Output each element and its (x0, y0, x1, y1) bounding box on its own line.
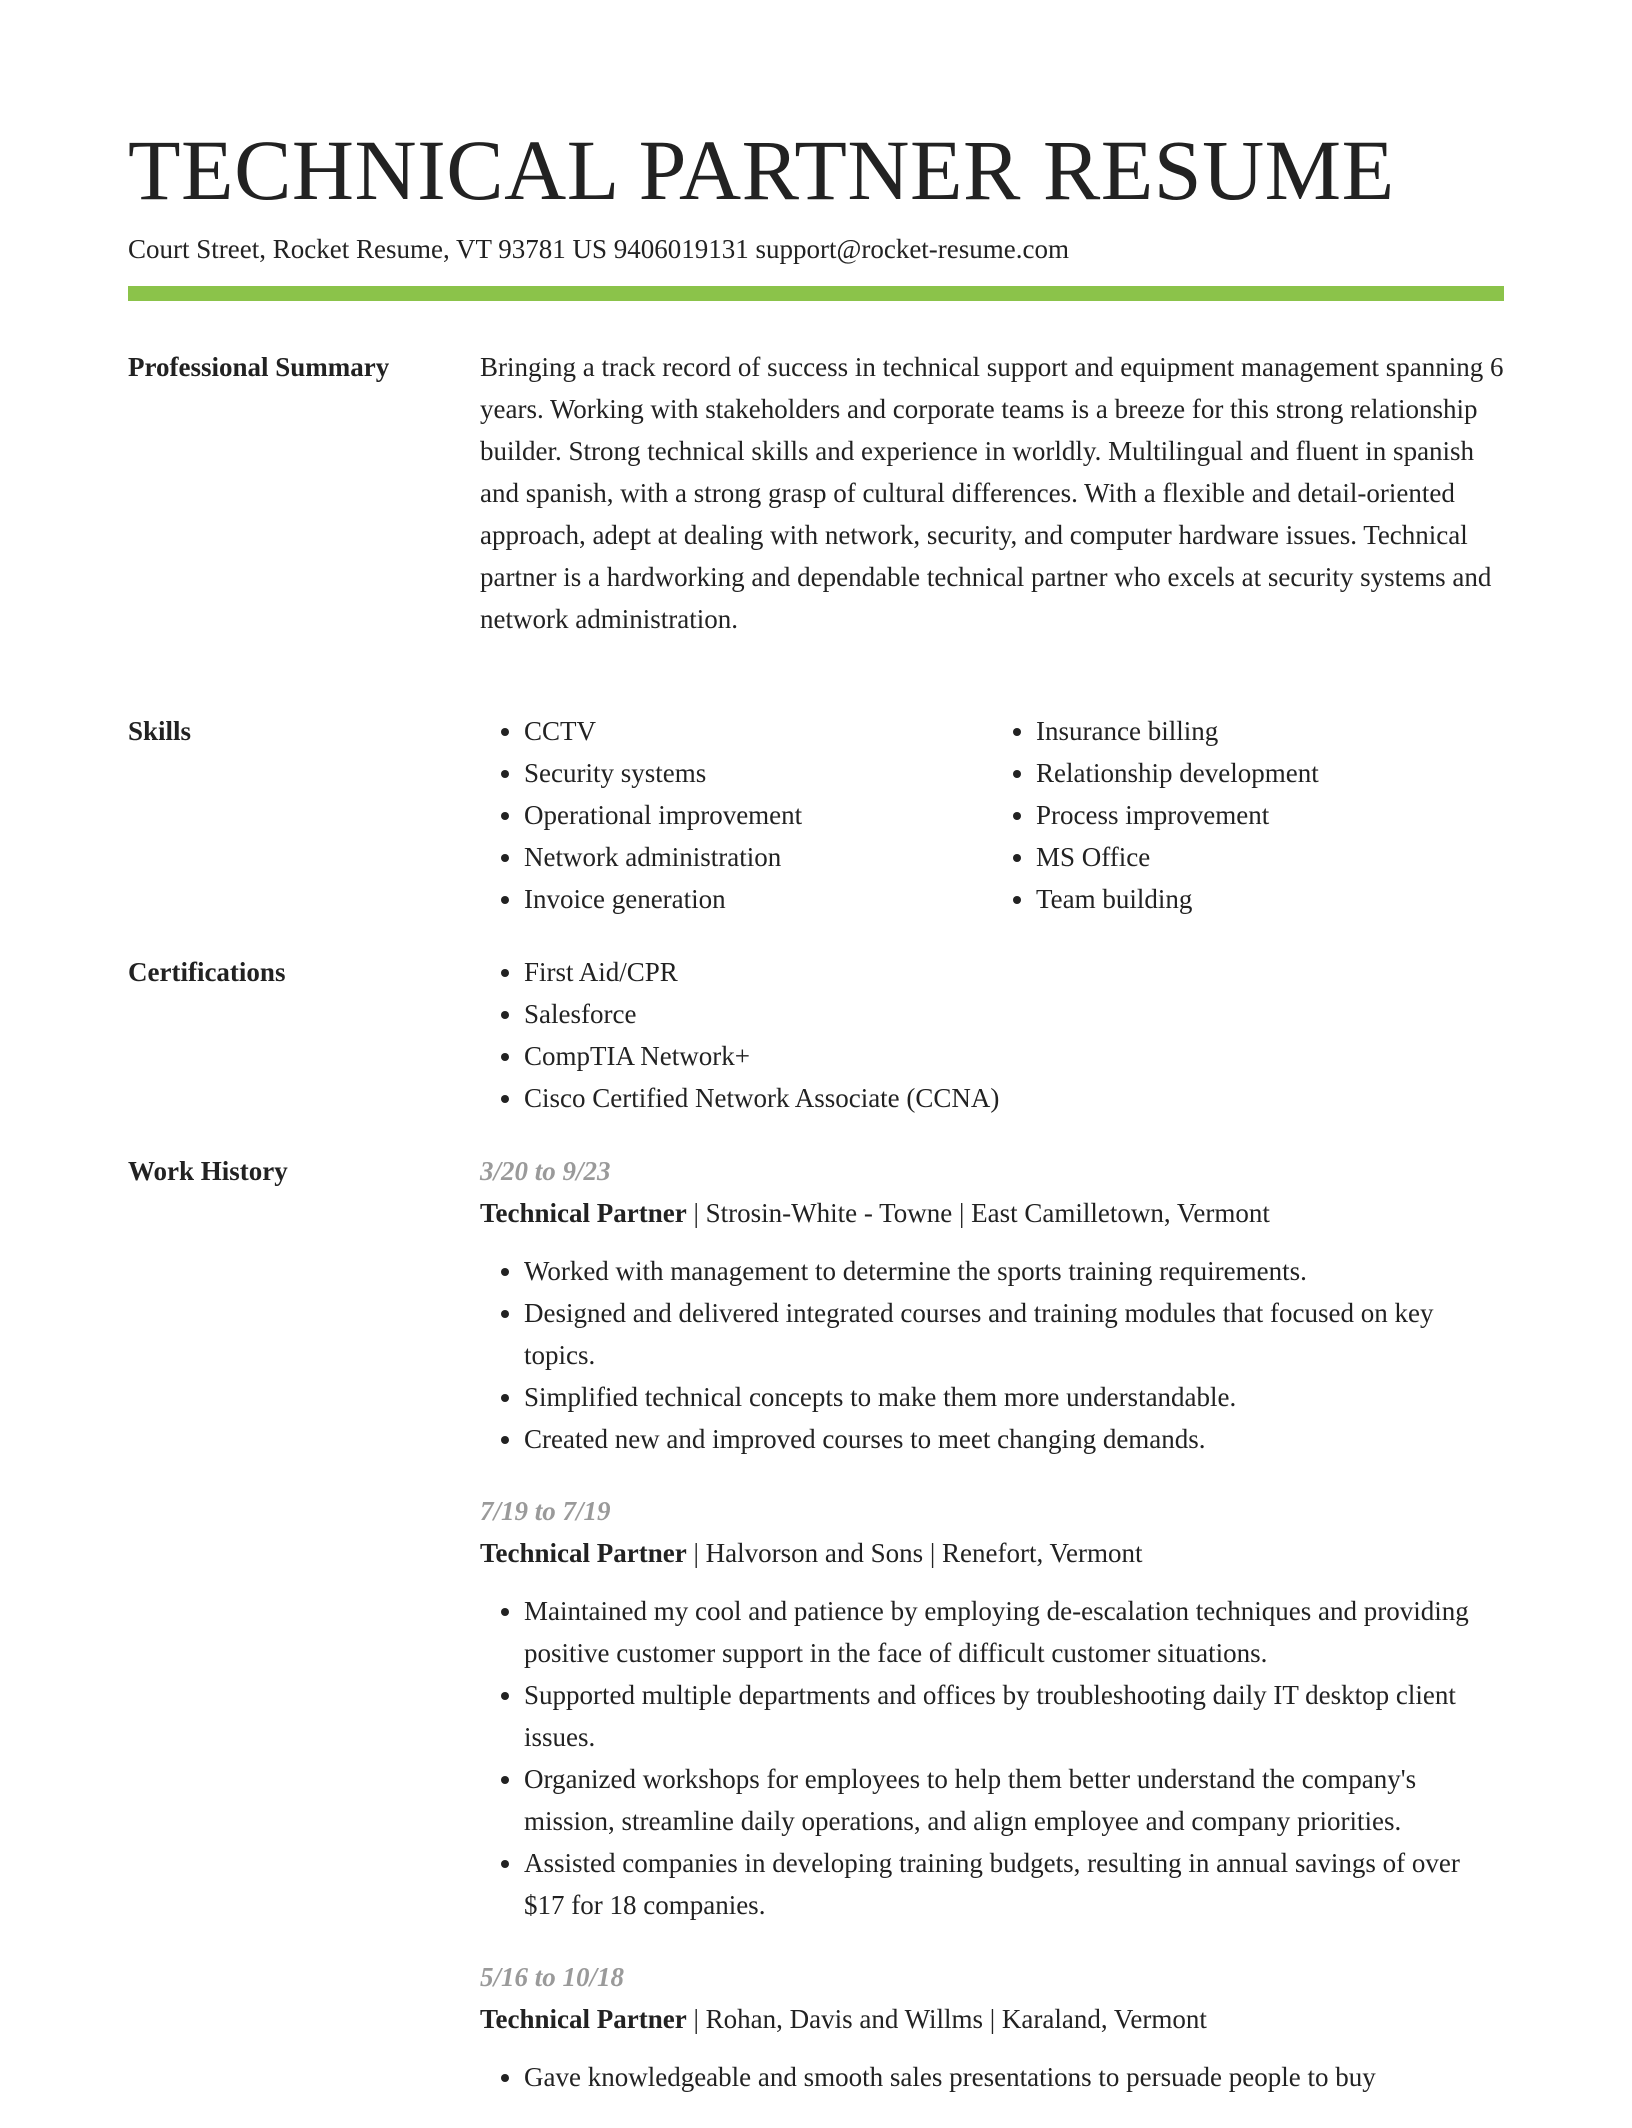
list-item: • Created new and improved courses to meet changing demands. (524, 1418, 1504, 1460)
job-bullets (480, 1590, 1504, 1926)
summary-label: Professional Summary (128, 352, 390, 382)
certifications-label: Certifications (128, 957, 286, 987)
list-item: • Invoice generation (524, 878, 992, 920)
job-dates: 5/16 to 10/18 (480, 1962, 625, 1992)
list-item: • Relationship development (1036, 752, 1504, 794)
job-entry (480, 1490, 1504, 1926)
list-item: • Supported multiple departments and offices by troubleshooting daily IT desktop client issues. (524, 1674, 1504, 1758)
list-item: • Designed and delivered integrated courses and training modules that focused on key topics. (524, 1292, 1504, 1376)
list-item: • Network administration (524, 836, 992, 878)
skills-list-right (992, 710, 1504, 920)
job-heading (480, 1532, 1504, 1574)
job-dates: 7/19 to 7/19 (480, 1496, 611, 1526)
list-item: • Maintained my cool and patience by employing de-escalation techniques and providing positive customer support in the face of difficult customer situations. (524, 1590, 1504, 1674)
list-item: • Gave knowledgeable and smooth sales presentations to persuade people to buy (524, 2056, 1504, 2098)
list-item: • CompTIA Network+ (524, 1035, 1504, 1077)
job-bullets (480, 2056, 1504, 2098)
job-entry (480, 1956, 1504, 2098)
job-employer: | Rohan, Davis and Willms | Karaland, Vermont (686, 2004, 1207, 2034)
job-heading (480, 1998, 1504, 2040)
work-history-body (480, 1150, 1504, 2128)
list-item: • Operational improvement (524, 794, 992, 836)
summary-body (480, 346, 1504, 640)
list-item: • First Aid/CPR (524, 951, 1504, 993)
list-item: • Worked with management to determine the sports training requirements. (524, 1250, 1504, 1292)
job-entry (480, 1150, 1504, 1460)
list-item: • Cisco Certified Network Associate (CCNA) (524, 1077, 1504, 1119)
job-title: Technical Partner (480, 2004, 687, 2034)
list-item: • Assisted companies in developing training budgets, resulting in annual savings of over $17 for 18 companies. (524, 1842, 1504, 1926)
list-item: • Process improvement (1036, 794, 1504, 836)
list-item: • Security systems (524, 752, 992, 794)
summary-text: Bringing a track record of success in technical support and equipment management spanning 6 years. Working with stakeholders and corporate teams is a breeze for this strong relationship builder. Strong technical skills and experience in worldly. Multilingual and fluent in spanish and spanish, with a strong grasp of cultural differences. With a flexible and detail-oriented approach, adept at dealing with network, security, and computer hardware issues. Technical partner is a hardworking and dependable technical partner who excels at security systems and network administration. (480, 352, 1504, 634)
skills-list-left (480, 710, 992, 920)
header-divider (128, 286, 1504, 301)
list-item: • CCTV (524, 710, 992, 752)
job-employer: | Strosin-White - Towne | East Camilletown, Vermont (686, 1198, 1270, 1228)
contact-info: Court Street, Rocket Resume, VT 93781 US 9406019131 support@rocket-resume.com (128, 234, 1069, 264)
skills-body (480, 710, 1504, 920)
job-title: Technical Partner (480, 1538, 687, 1568)
list-item: • MS Office (1036, 836, 1504, 878)
job-bullets (480, 1250, 1504, 1460)
work-history-label: Work History (128, 1156, 288, 1186)
list-item: • Organized workshops for employees to help them better understand the company's mission, streamline daily operations, and align employee and company priorities. (524, 1758, 1504, 1842)
certifications-list (480, 951, 1504, 1119)
job-title: Technical Partner (480, 1198, 687, 1228)
list-item: • Simplified technical concepts to make them more understandable. (524, 1376, 1504, 1418)
job-employer: | Halvorson and Sons | Renefort, Vermont (686, 1538, 1143, 1568)
skills-label: Skills (128, 716, 192, 746)
job-heading (480, 1192, 1504, 1234)
certifications-body (480, 951, 1504, 1119)
list-item: • Salesforce (524, 993, 1504, 1035)
list-item: • Team building (1036, 878, 1504, 920)
job-dates: 3/20 to 9/23 (480, 1156, 611, 1186)
resume-title: TECHNICAL PARTNER RESUME (128, 122, 1395, 218)
list-item: • Insurance billing (1036, 710, 1504, 752)
